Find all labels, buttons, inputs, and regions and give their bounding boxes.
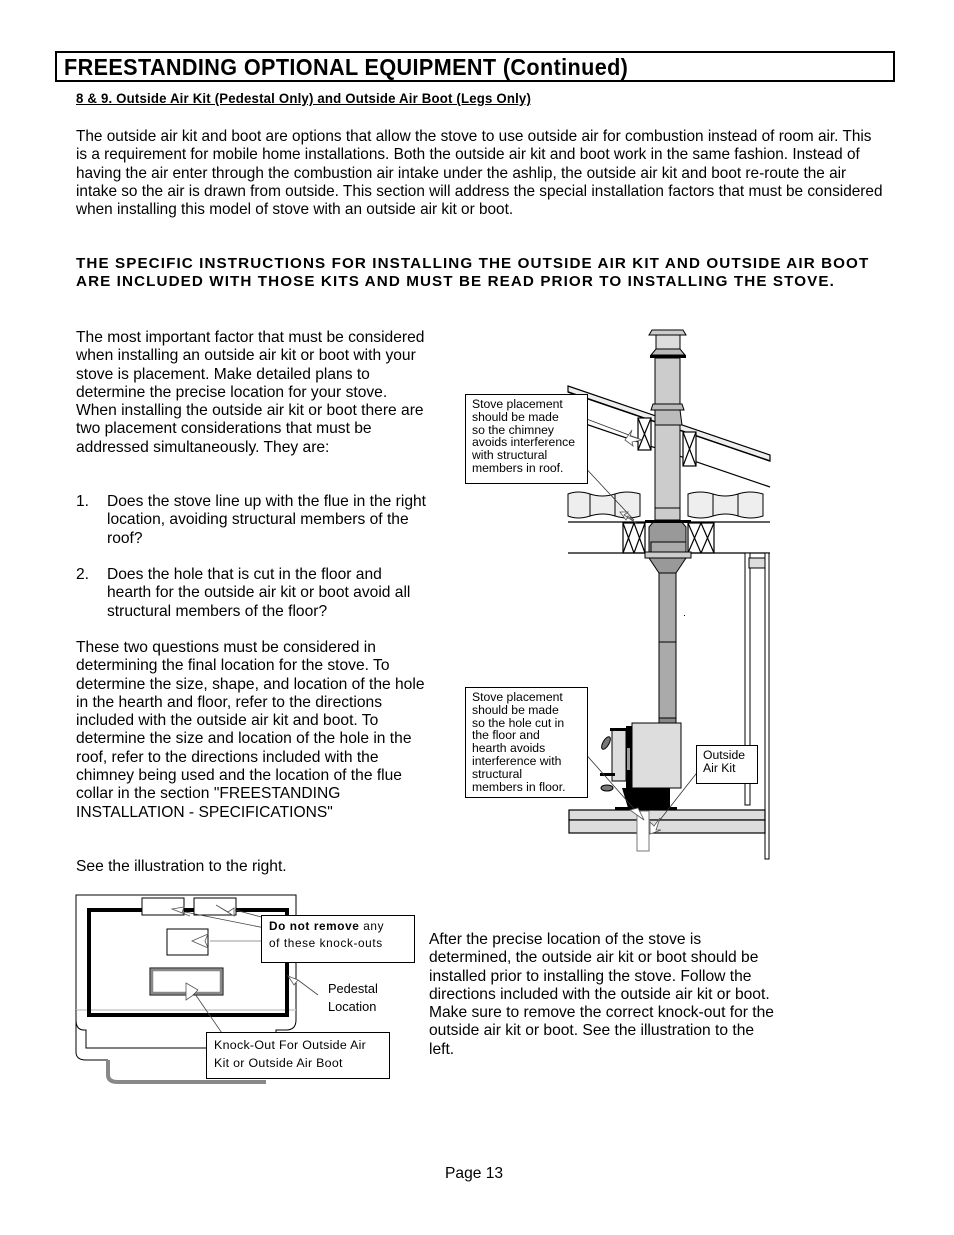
- callout-line: members in floor.: [472, 779, 566, 794]
- callout-line: structural: [472, 766, 523, 781]
- callout-line: avoids interference: [472, 435, 575, 450]
- callout-emphasis: Do not remove: [269, 919, 360, 933]
- callout-do-not-remove: [261, 915, 415, 963]
- considerations-paragraph: These two questions must be considered in determining the final location for the stove. To determine the size, shape, and location of the hole in the hearth and floor, refer to the directions included with the outside air kit and boot. To determine the size and location of the hole in the roof, refer to the directions included with the chimney being used and the location of the flue collar in the section "FREESTANDING INSTALLATION - SPECIFICATIONS": [76, 639, 425, 821]
- question-text: Does the stove line up with the flue in the right location, avoiding structural members of the roof?: [107, 493, 426, 547]
- pedestal-knockout-illustration: [70, 885, 420, 1090]
- callout-line: Knock-Out For Outside Air: [214, 1038, 367, 1052]
- callout-line: so the hole cut in: [472, 715, 565, 730]
- callout-line: members in roof.: [472, 460, 564, 475]
- callout-line: should be made: [472, 409, 559, 424]
- callout-floor-placement: [465, 687, 588, 798]
- question-text: Does the hole that is cut in the floor and hearth for the outside air kit or boot avoid all structural members of the floor?: [107, 566, 411, 620]
- section-heading: 8 & 9. Outside Air Kit (Pedestal Only) and Outside Air Boot (Legs Only): [76, 91, 532, 107]
- label-pedestal-location: [328, 980, 378, 1016]
- callout-line: so the chimney: [472, 422, 554, 437]
- placement-paragraph: The most important factor that must be considered when installing an outside air kit or boot with your stove is placement. Make detailed plans to determine the precise location for your stove. When installing the outside air kit or boot there are two placement considerations that must be addressed simultaneously. They are:: [76, 329, 425, 456]
- callout-roof-placement: [465, 394, 588, 484]
- callout-line: with structural: [472, 448, 548, 463]
- callout-line: Stove placement: [472, 690, 563, 704]
- label-line: Pedestal: [328, 981, 378, 996]
- callout-line: of these knock-outs: [269, 936, 383, 950]
- callout-line: Air Kit: [703, 760, 736, 775]
- intro-paragraph: The outside air kit and boot are options that allow the stove to use outside air for combustion instead of room air. This is a requirement for mobile home installations. Both the outside air kit and boot work in the same fashion. Instead of having the air enter through the combustion air intake under the ashlip, the outside air kit and boot re-route the air intake so the air is drawn from outside. This section will address the special installation factors that must be considered when installing this model of stove with an outside air kit or boot.: [76, 128, 883, 219]
- warning-paragraph: THE SPECIFIC INSTRUCTIONS FOR INSTALLING THE OUTSIDE AIR KIT AND OUTSIDE AIR BOOT ARE INCLUDED WITH THOSE KITS AND MUST BE READ PRIOR TO INSTALLING THE STOVE.: [76, 255, 870, 291]
- callout-line: should be made: [472, 702, 559, 717]
- callout-line: Stove placement: [472, 397, 563, 411]
- callout-outside-air-kit: [696, 745, 758, 784]
- callout-line: the floor and: [472, 728, 540, 743]
- callout-line: hearth avoids: [472, 741, 546, 756]
- callout-line: [269, 918, 407, 935]
- label-line: Location: [328, 999, 377, 1014]
- page-title-box: [55, 51, 895, 82]
- callout-line: Kit or Outside Air Boot: [214, 1056, 343, 1070]
- page-title: FREESTANDING OPTIONAL EQUIPMENT (Continued): [64, 54, 629, 80]
- callout-line: interference with: [472, 753, 562, 768]
- question-number: 2.: [76, 566, 90, 583]
- after-paragraph: After the precise location of the stove is determined, the outside air kit or boot should be installed prior to installing the stove. Follow the directions included with the outside air kit or boot. Make sure to remove the correct knock-out for the outside air kit or boot. See the illustration to the left.: [429, 931, 774, 1058]
- chimney-stove-illustration: [460, 320, 780, 865]
- question-number: 1.: [76, 493, 90, 510]
- callout-line: Outside: [703, 748, 746, 762]
- callout-outside-air-knockout: [206, 1032, 390, 1079]
- see-right-text: See the illustration to the right.: [76, 858, 287, 875]
- page-number: Page 13: [445, 1165, 504, 1182]
- callout-text: any: [359, 919, 385, 933]
